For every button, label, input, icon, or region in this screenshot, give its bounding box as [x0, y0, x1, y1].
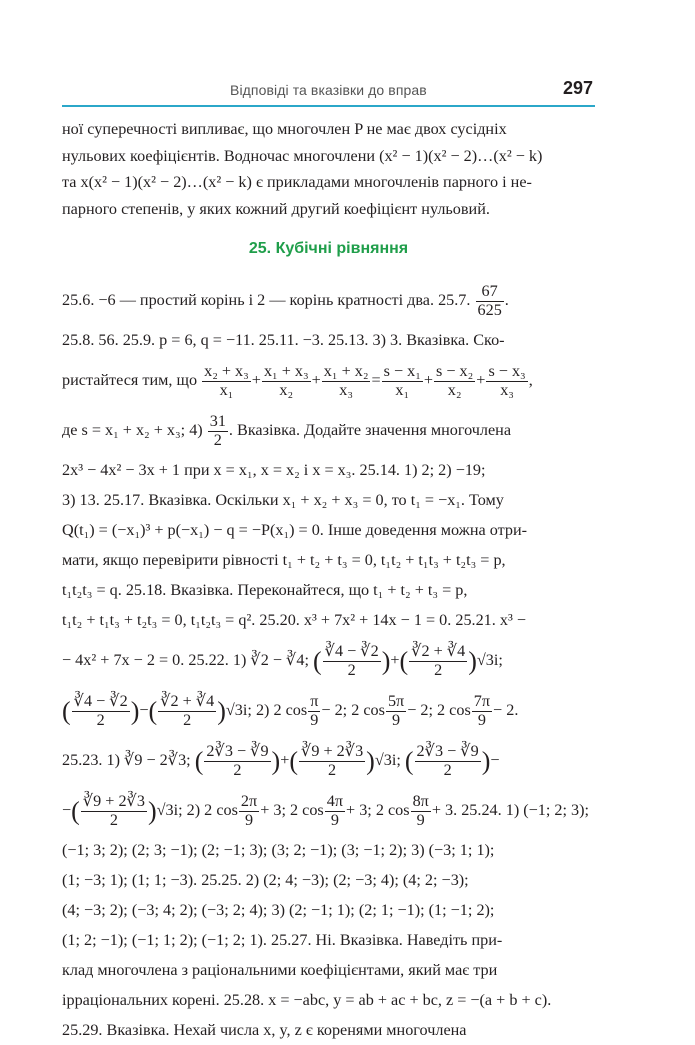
numerator: ∛9 + 2∛3 — [301, 741, 364, 760]
answer-text: + 3; 2 cos — [260, 801, 324, 819]
text-line: парного степенів, у яких кожний другий коефіцієнт нульовий. — [62, 199, 490, 218]
fraction — [72, 693, 130, 730]
text-line: ної суперечності випливає, що многочлен P не має двох сусідніх — [62, 120, 507, 138]
fraction — [239, 793, 259, 830]
numerator: 5π — [387, 691, 405, 710]
fraction — [325, 793, 345, 830]
answer-text: . Вказівка. Додайте значення многочлена — [228, 421, 512, 439]
answer-line — [62, 405, 595, 455]
fraction — [409, 643, 467, 680]
numerator: ∛9 + 2∛3 — [82, 791, 145, 810]
header-rule — [62, 105, 595, 107]
answer-text: √3i; — [476, 651, 503, 669]
denominator: 9 — [416, 810, 425, 829]
numerator: 2∛3 − ∛9 — [416, 741, 479, 760]
numerator: ∛4 − ∛2 — [73, 691, 128, 710]
answer-line: − 4x² + 7x − 2 = 0. 25.22. 1) ∛2 − ∛4; ( $\frac{∛4 - ∛2}{2}$ )+( $\frac{∛2 + ∛4}{2}$ )√3i; — [62, 641, 503, 679]
numerator: s − x₁ — [383, 361, 421, 380]
denominator: x₁ — [219, 380, 234, 399]
numerator: 31 — [209, 411, 226, 430]
answer-line: −( $\frac{∛9 + 2∛3}{2}$ )√3i; 2) 2 cos $\frac{2\pi}{9}$ + 3; 2 cos $\frac{4\pi}{9}$ + 3; 2 cos $\frac{8\pi}{9}$ + 3. 25.24. 1) (−1; 2; 3); — [62, 791, 590, 829]
fraction — [415, 743, 481, 780]
fraction — [81, 793, 147, 830]
fraction — [434, 363, 475, 400]
denominator: x₂ — [447, 380, 462, 399]
denominator: 9 — [310, 710, 319, 729]
denominator: 9 — [245, 810, 254, 829]
denominator: 2 — [434, 660, 443, 679]
numerator: s − x₃ — [488, 361, 526, 380]
answer-text: − 2; 2 cos — [407, 701, 471, 719]
numerator: 2π — [240, 791, 258, 810]
denominator: 9 — [392, 710, 401, 729]
fraction — [158, 693, 216, 730]
fraction — [202, 363, 251, 400]
numerator: 7π — [473, 691, 491, 710]
answer-line: клад многочлена з раціональними коефіцієнтами, який має три — [62, 961, 498, 979]
denominator: x₂ — [279, 380, 294, 399]
numerator: ∛2 + ∛4 — [160, 691, 215, 710]
numerator: ∛4 − ∛2 — [324, 641, 379, 660]
denominator: x₁ — [395, 380, 410, 399]
running-title: Відповіді та вказівки до вправ — [230, 82, 427, 98]
numerator: 2∛3 − ∛9 — [206, 741, 269, 760]
fraction — [262, 363, 311, 400]
fraction — [486, 363, 527, 400]
fraction — [322, 363, 371, 400]
answer-text: 25.6. −6 — простий корінь і 2 — корінь кратності два. 25.7. — [62, 291, 471, 309]
answer-text: − 2. — [493, 701, 519, 719]
fraction — [323, 643, 381, 680]
numerator: x₁ + x₂ — [323, 361, 369, 380]
answer-text: − — [490, 751, 500, 769]
numerator: s − x₂ — [436, 361, 474, 380]
answer-text: √3i; 2) 2 cos — [225, 701, 308, 719]
answer-text: + 3; 2 cos — [346, 801, 410, 819]
answer-text: де s = x₁ + x₂ + x₃; 4) — [62, 421, 203, 439]
answer-line: мати, якщо перевірити рівності t₁ + t₂ + t₃ = 0, t₁t₂ + t₁t₃ + t₂t₃ = p, — [62, 551, 506, 569]
fraction — [476, 283, 504, 320]
denominator: 2 — [233, 760, 242, 779]
answer-line: ірраціональних корені. 25.28. x = −abc, y = ab + ac + bc, z = −(a + b + c). — [62, 991, 552, 1009]
fraction — [386, 693, 406, 730]
denominator: x₃ — [339, 380, 353, 399]
fraction — [411, 793, 431, 830]
section-title: 25. Кубічні рівняння — [248, 240, 409, 257]
answer-text: − 4x² + 7x − 2 = 0. 25.22. 1) ∛2 − ∛4; — [62, 651, 309, 669]
answers-block — [62, 275, 595, 1045]
denominator: 2 — [96, 710, 105, 729]
text-line: нульових коефіцієнтів. Водночас многочлени (x² − 1)(x² − 2)…(x² − k) — [62, 146, 543, 165]
denominator: 2 — [328, 760, 337, 779]
numerator: ∛2 + ∛4 — [411, 641, 466, 660]
denominator: 2 — [183, 710, 192, 729]
numerator: x₂ + x₃ — [204, 361, 249, 380]
denominator: 2 — [213, 430, 222, 449]
answer-line: (1; 2; −1); (−1; 1; 2); (−1; 2; 1). 25.27. Ні. Вказівка. Наведіть при- — [62, 931, 503, 949]
denominator: 9 — [330, 810, 339, 829]
answer-text: ристайтеся тим, що — [62, 371, 198, 389]
answer-line: (4; −3; 2); (−3; 4; 2); (−3; 2; 4); 3) (2; −1; 1); (2; 1; −1); (1; −1; 2); — [62, 901, 495, 919]
answer-text: − 2; 2 cos — [321, 701, 385, 719]
text-line: та x(x² − 1)(x² − 2)…(x² − k) є прикладами многочленів парного і не- — [62, 173, 532, 191]
fraction — [208, 413, 228, 450]
numerator: x₁ + x₃ — [263, 361, 309, 380]
answer-line: (−1; 3; 2); (2; 3; −1); (2; −1; 3); (3; 2; −1); (3; −1; 2); 3) (−3; 1; 1); — [62, 841, 495, 859]
answer-line: t₁t₂ + t₁t₃ + t₂t₃ = 0, t₁t₂t₃ = q². 25.20. x³ + 7x² + 14x − 1 = 0. 25.21. x³ − — [62, 611, 526, 629]
page-number: 297 — [562, 78, 593, 98]
denominator: x₃ — [500, 380, 514, 399]
answer-line: 25.6. −6 — простий корінь і 2 — корінь кратності два. 25.7. $\frac{67}{625}$ . — [62, 281, 509, 319]
fraction — [204, 743, 270, 780]
answer-line: ( $\frac{∛4 - ∛2}{2}$ )−( $\frac{∛2 + ∛4}{2}$ )√3i; 2) 2 cos $\frac{\pi}{9}$ − 2; 2 cos $\frac{5\pi}{9}$ − 2; 2 cos $\frac{7\pi}{9}$ − 2. — [62, 691, 519, 729]
answer-text: 25.23. 1) ∛9 − 2∛3; — [62, 751, 191, 769]
page-header — [62, 78, 595, 108]
answer-line: ристайтеся тим, що $\frac{\text{x₂ + x₃}}{\text{x₁}}$ + $\frac{\text{x₁ + x₃}}{\text{x₂}}$ + $\frac{\text{x₁ + x₂}}{\text{x₃}}$ = $\frac{\text{s − x₁}}{\text{x₁}}$ + $\frac{\text{s − x₂}}{\text{x₂}}$ + $\frac{\text{s − x₃}}{\text{x₃}}$ , — [62, 361, 533, 399]
numerator: π — [310, 691, 319, 710]
answer-line: 25.23. 1) ∛9 − 2∛3; ( $\frac{2∛3 - ∛9}{2}$ )+( $\frac{∛9 + 2∛3}{2}$ )√3i; ( $\frac{2∛3 - ∛9}{2}$ )− — [62, 741, 500, 779]
numerator: 67 — [476, 283, 504, 302]
numerator: 8π — [412, 791, 429, 810]
answer-line: (1; −3; 1); (1; 1; −3). 25.25. 2) (2; 4; −3); (2; −3; 4); (4; 2; −3); — [62, 871, 469, 889]
denominator: 625 — [477, 300, 502, 319]
answer-text: + 3. 25.24. 1) (−1; 2; 3); — [431, 801, 590, 819]
fraction — [382, 363, 423, 400]
fraction — [299, 743, 365, 780]
answer-text: √3i; 2) 2 cos — [156, 801, 238, 819]
answer-text: √3i; — [374, 751, 401, 769]
answer-line: 2x³ − 4x² − 3x + 1 при x = x₁, x = x₂ і x = x₃. 25.14. 1) 2; 2) −19; — [62, 461, 486, 479]
fraction — [308, 693, 320, 730]
numerator: 4π — [326, 791, 344, 810]
answer-line: 3) 13. 25.17. Вказівка. Оскільки x₁ + x₂ + x₃ = 0, то t₁ = −x₁. Тому — [62, 491, 504, 509]
fraction — [472, 693, 492, 730]
answer-line: 25.8. 56. 25.9. p = 6, q = −11. 25.11. −3. 25.13. 3) 3. Вказівка. Ско- — [62, 331, 505, 349]
answer-line: 25.29. Вказівка. Нехай числа x, y, z є коренями многочлена — [62, 1021, 467, 1039]
denominator: 2 — [443, 760, 452, 779]
denominator: 2 — [347, 660, 356, 679]
denominator: 9 — [477, 710, 486, 729]
answer-line: t₁t₂t₃ = q. 25.18. Вказівка. Переконайтеся, що t₁ + t₂ + t₃ = p, — [62, 581, 468, 599]
answer-line: Q(t₁) = (−x₁)³ + p(−x₁) − q = −P(x₁) = 0. Інше доведення можна отри- — [62, 521, 528, 539]
denominator: 2 — [109, 810, 118, 829]
intro-paragraph — [62, 116, 595, 222]
